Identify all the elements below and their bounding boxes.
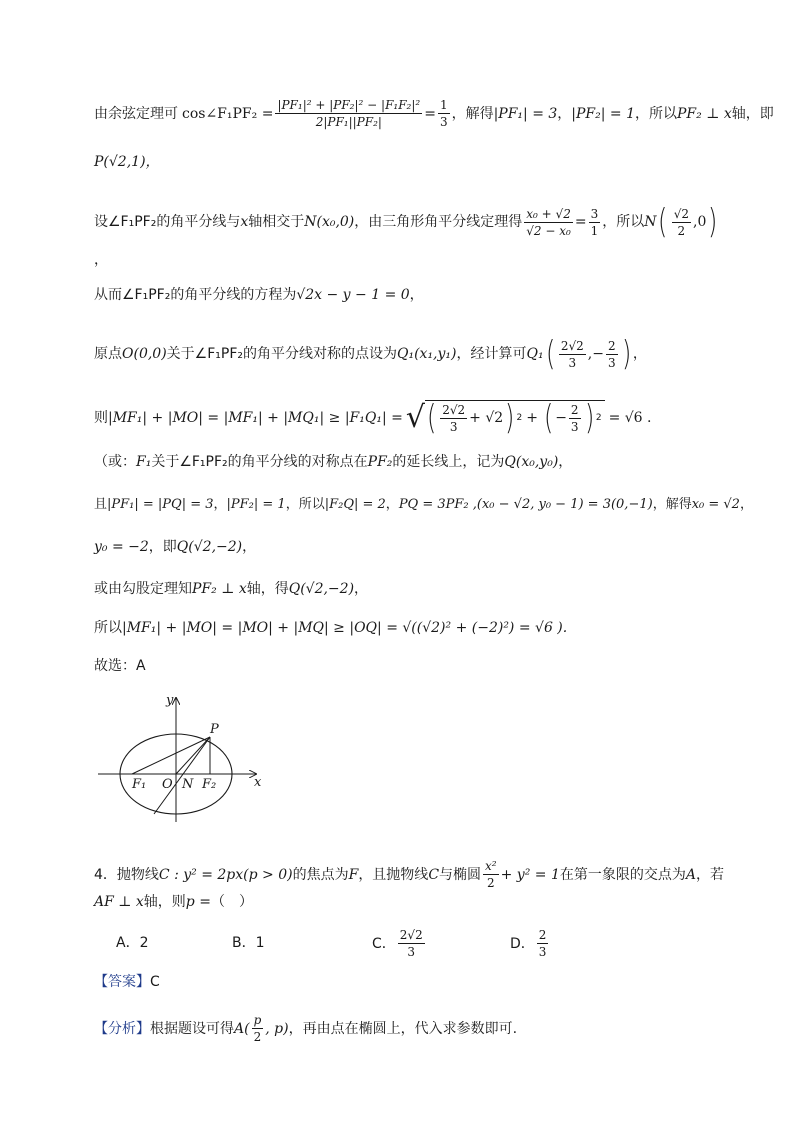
math-expr: O(0,0) (122, 346, 167, 362)
text: ， (213, 497, 227, 512)
fraction-numerator: √2 (673, 206, 689, 221)
left-paren: ( (545, 334, 555, 374)
angle-bisector (154, 737, 210, 814)
text: ，且抛物线 (358, 866, 429, 883)
y-label: y (166, 693, 174, 708)
text: 的焦点为 (292, 866, 349, 883)
math-expr: p = (185, 894, 211, 910)
fraction (589, 206, 601, 239)
math-expr: C (428, 866, 440, 883)
fraction (438, 97, 450, 130)
math-expr: = (574, 214, 587, 230)
fraction-denominator: 3 (607, 355, 616, 370)
text: ， (557, 105, 572, 122)
solution-line-10 (94, 537, 734, 557)
math-expr: |PF₂| = 1 (571, 105, 636, 122)
O-label: O (162, 777, 173, 792)
text: （或： (94, 454, 136, 470)
fraction-denominator: 3 (568, 355, 577, 370)
math-expr: Q(√2,−2) (176, 539, 243, 555)
text: 轴，得 (246, 581, 289, 597)
text: ，所以 (602, 214, 645, 230)
fraction-denominator: 2|PF₁||PF₂| (315, 115, 382, 129)
text: （ ） (210, 894, 253, 910)
math-expr: F (348, 866, 359, 883)
math-expr: PF₂ ⊥ x (192, 581, 247, 597)
math-expr: ,0 (693, 214, 707, 230)
math-expr: |MF₁| + |MO| = |MO| + |MQ| ≥ |OQ| = √((√2)² + (−2)²) = √6 ). (122, 620, 568, 636)
text: 且 (94, 497, 108, 512)
option-c[interactable] (372, 927, 427, 960)
solution-line-13 (94, 656, 734, 676)
text: 或由勾股定理知 (94, 581, 192, 597)
fraction-numerator: |PF₁|² + |PF₂|² − |F₁F₂|² (277, 98, 421, 112)
text: ， (632, 346, 647, 362)
P-label: P (210, 722, 219, 737)
math-expr: AF ⊥ x (94, 894, 144, 910)
N-label: N (182, 777, 194, 792)
fraction-denominator: 3 (538, 945, 547, 959)
math-expr: PF₂ (367, 454, 393, 470)
text: 则 (94, 409, 108, 426)
text: 根据题设可得 (150, 1020, 234, 1037)
x-label: x (254, 775, 262, 790)
math-expr: ,− (587, 346, 604, 362)
sqrt-body: ( $\frac{2√2}{3}$ + √2 ) 2 + ( − $\frac{2}{3}$ ) 2 (425, 400, 605, 435)
text: ，经计算可 (456, 346, 527, 362)
fraction-denominator: 2 (487, 876, 495, 890)
math-expr: + y² = 1 (500, 866, 560, 883)
math-expr: √2x − y − 1 = 0 (296, 287, 410, 303)
solution-line-5 (94, 285, 734, 305)
fraction-denominator: 2 (677, 223, 686, 238)
text: ，若 (695, 866, 724, 883)
segment-PO (176, 737, 210, 774)
text: ，再由点在椭圆上，代入求参数即可. (288, 1020, 518, 1037)
left-paren: ( (426, 398, 437, 438)
right-paren: ) (584, 398, 594, 438)
text: ， (558, 454, 573, 470)
text: ， (94, 252, 108, 268)
fraction-denominator: 3 (407, 945, 416, 959)
fraction-numerator: 2 (607, 338, 616, 353)
left-paren: ( (658, 202, 668, 242)
right-paren: ) (621, 334, 631, 374)
fraction-denominator: 3 (570, 419, 579, 434)
text: ，所以 (635, 105, 678, 122)
fraction (398, 927, 425, 960)
text: 故选：A (94, 658, 146, 674)
fraction-numerator: x² (485, 859, 497, 873)
math-expr: , p) (265, 1020, 289, 1037)
text: 关于∠F₁PF₂的角平分线对称的点设为 (166, 346, 397, 362)
math-expr: |PF₁| = |PQ| = 3 (107, 497, 214, 512)
text: ，解得 (652, 497, 692, 512)
solution-line-2 (94, 152, 734, 172)
math-expr: Q₁ (526, 346, 544, 362)
text: ， (354, 581, 369, 597)
fraction-numerator: p (253, 1013, 262, 1027)
math-expr: |PF₁| = 3 (493, 105, 558, 122)
math-expr: |PF₂| = 1 (226, 497, 286, 512)
solution-line-1 (94, 97, 774, 130)
question-line-1 (94, 858, 734, 891)
analysis-tag: 【分析】 (94, 1020, 150, 1037)
answer-tag: 【答案】 (94, 974, 150, 990)
text: 由余弦定理可 (94, 105, 178, 122)
solution-line-8 (94, 452, 734, 472)
fraction-denominator: √2 − x₀ (526, 223, 571, 238)
option-b[interactable]: B．1 (232, 935, 265, 951)
text: ，所以 (285, 497, 325, 512)
analysis-line (94, 1012, 734, 1045)
text: 与椭圆 (439, 866, 482, 883)
fraction (483, 858, 499, 891)
fraction-numerator: 2√2 (399, 928, 423, 942)
fraction-numerator: 2 (570, 402, 579, 417)
fraction-denominator: 1 (590, 223, 599, 238)
text: ， (409, 287, 424, 303)
solution-line-7 (94, 398, 734, 438)
answer-line (94, 972, 734, 992)
math-expr: A (685, 866, 696, 883)
option-a[interactable]: A．2 (116, 935, 149, 951)
solution-line-11 (94, 579, 734, 599)
fraction (569, 402, 581, 435)
solution-line-9 (94, 495, 753, 515)
fraction (606, 338, 618, 371)
math-expr: Q₁(x₁,y₁) (397, 346, 457, 362)
text: 设∠F₁PF₂的角平分线与 (94, 214, 241, 230)
fraction (275, 97, 422, 130)
F1-label: F₁ (132, 777, 147, 792)
fraction (252, 1012, 264, 1045)
text: 轴相交于 (248, 214, 305, 230)
solution-line-6 (94, 334, 734, 374)
math-expr: y₀ = −2 (94, 539, 149, 555)
text: 在第一象限的交点为 (559, 866, 686, 883)
fraction (672, 206, 691, 239)
solution-line-3 (94, 202, 734, 242)
math-expr: + √2 (469, 410, 504, 426)
text: ， (739, 497, 753, 512)
option-d[interactable] (510, 927, 550, 960)
text: ， (385, 497, 399, 512)
fraction (524, 206, 573, 239)
fraction-numerator: 3 (590, 206, 599, 221)
text: ，即 (148, 539, 177, 555)
solution-line-12 (94, 618, 734, 638)
math-expr: PQ = 3PF₂ ,(x₀ − √2, y₀ − 1) = 3(0,−1) (398, 497, 653, 512)
fraction-numerator: 1 (439, 98, 448, 112)
fraction-numerator: 2 (538, 928, 547, 942)
options-row (0, 928, 794, 959)
fraction (559, 338, 586, 371)
solution-line-4 (94, 250, 734, 270)
left-paren: ( (543, 398, 554, 438)
text: 从而∠F₁PF₂的角平分线的方程为 (94, 287, 297, 303)
fraction-denominator: 2 (253, 1030, 262, 1044)
text: 所以 (94, 620, 122, 636)
text: 抛物线 (116, 866, 159, 883)
question-number: 4． (94, 866, 117, 883)
math-expr: N (644, 214, 657, 230)
math-expr: F₁ (136, 454, 152, 470)
option-d-label: D． (510, 935, 535, 952)
fraction-numerator: 2√2 (560, 338, 584, 353)
fraction (440, 402, 467, 435)
text: 原点 (94, 346, 122, 362)
math-expr: PF₂ ⊥ x (677, 105, 732, 122)
math-expr: x₀ = √2 (691, 497, 740, 512)
math-expr: x (240, 214, 249, 230)
math-expr: = √6 . (608, 409, 652, 426)
math-expr: Q(√2,−2) (288, 581, 355, 597)
answer-value: C (150, 974, 160, 990)
math-expr: Q(x₀,y₀) (504, 454, 559, 470)
fraction (537, 927, 549, 960)
text: 关于∠F₁PF₂的角平分线的对称点在 (151, 454, 368, 470)
text: 轴，即 (731, 105, 774, 122)
text: 的延长线上，记为 (392, 454, 505, 470)
option-c-label: C． (372, 935, 396, 952)
math-expr: cos∠F₁PF₂ = (182, 105, 274, 122)
fraction-numerator: x₀ + √2 (526, 206, 571, 221)
question-line-2 (94, 892, 734, 912)
fraction-numerator: 2√2 (442, 402, 466, 417)
math-expr: A( (234, 1020, 250, 1037)
math-expr: C : y² = 2px(p > 0) (158, 866, 293, 883)
fraction-denominator: 3 (439, 115, 448, 129)
text: ， (242, 539, 257, 555)
text: ，解得 (451, 105, 494, 122)
right-paren: ) (505, 398, 515, 438)
F2-label: F₂ (202, 777, 217, 792)
ellipse-figure (94, 690, 274, 825)
fraction-denominator: 3 (449, 419, 458, 434)
segment-F1P (132, 737, 210, 774)
math-expr: |MF₁| + |MO| = |MF₁| + |MQ₁| ≥ |F₁Q₁| = (108, 409, 403, 426)
right-paren: ) (708, 202, 718, 242)
math-expr: P(√2,1)， (94, 154, 160, 170)
math-expr: N(x₀,0) (304, 214, 355, 230)
text: 轴，则 (143, 894, 186, 910)
text: ，由三角形角平分线定理得 (354, 214, 523, 230)
sqrt-sign: √ (405, 399, 425, 435)
math-expr: |F₂Q| = 2 (324, 497, 386, 512)
math-expr: = (424, 105, 436, 122)
